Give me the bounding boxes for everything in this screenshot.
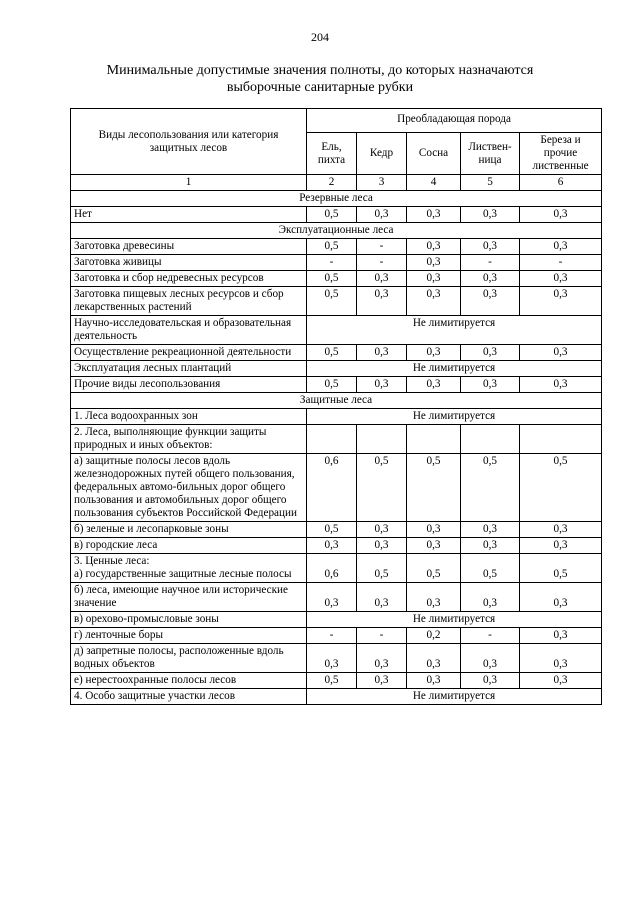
row-label-heading: 3. Ценные леса:: [74, 555, 150, 567]
empty-cell: [307, 425, 357, 454]
section-protective: Защитные леса: [71, 393, 602, 409]
header-larch: Листвен-ница: [461, 133, 520, 175]
row-label: Научно-исследовательская и образовательная деятельность: [71, 316, 307, 345]
value-cell: 0,3: [520, 345, 602, 361]
value-cell: 0,3: [357, 644, 407, 673]
polnota-table: [70, 108, 602, 705]
value-cell: 0,5: [520, 454, 602, 522]
row-label: г) ленточные боры: [71, 628, 307, 644]
value-cell: 0,3: [407, 377, 461, 393]
value-cell: 0,5: [307, 271, 357, 287]
table-title: [60, 62, 580, 96]
table-row: [71, 522, 602, 538]
row-label: Осуществление рекреационной деятельности: [71, 345, 307, 361]
table-row: [71, 409, 602, 425]
value-cell: -: [357, 239, 407, 255]
value-cell: 0,3: [520, 522, 602, 538]
row-label: Заготовка и сбор недревесных ресурсов: [71, 271, 307, 287]
col-number: 6: [520, 175, 602, 191]
value-cell: 0,3: [407, 207, 461, 223]
value-cell: 0,3: [520, 287, 602, 316]
value-cell: 0,3: [407, 538, 461, 554]
table-row: [71, 612, 602, 628]
empty-cell: [407, 425, 461, 454]
section-reserve: Резервные леса: [71, 191, 602, 207]
col-number: 4: [407, 175, 461, 191]
value-cell: 0,3: [520, 377, 602, 393]
header-activity: Виды лесопользования или категория защитных лесов: [71, 109, 307, 175]
value-cell: 0,5: [357, 554, 407, 583]
table-row: [71, 628, 602, 644]
value-cell: 0,5: [307, 287, 357, 316]
value-cell: 0,5: [307, 345, 357, 361]
table-row: [71, 689, 602, 705]
value-cell: 0,3: [357, 377, 407, 393]
value-cell: 0,5: [357, 454, 407, 522]
value-cell: 0,3: [520, 207, 602, 223]
section-row: [71, 393, 602, 409]
value-cell: -: [461, 628, 520, 644]
table-row: [71, 239, 602, 255]
value-cell: 0,3: [461, 522, 520, 538]
header-species-group: Преобладающая порода: [307, 109, 602, 133]
value-cell: 0,3: [407, 345, 461, 361]
value-cell: 0,5: [407, 554, 461, 583]
value-cell: 0,5: [307, 239, 357, 255]
value-cell: 0,3: [461, 287, 520, 316]
table-row: [71, 207, 602, 223]
table-row: [71, 554, 602, 583]
row-label: Заготовка живицы: [71, 255, 307, 271]
value-cell: 0,5: [307, 377, 357, 393]
row-label: б) леса, имеющие научное или исторические значение: [71, 583, 307, 612]
no-limit-cell: Не лимитируется: [307, 612, 602, 628]
value-cell: 0,3: [461, 239, 520, 255]
page-number: 204: [311, 30, 329, 44]
no-limit-cell: Не лимитируется: [307, 316, 602, 345]
value-cell: -: [520, 255, 602, 271]
value-cell: 0,3: [520, 239, 602, 255]
table-row: [71, 425, 602, 454]
empty-cell: [357, 425, 407, 454]
value-cell: 0,3: [407, 583, 461, 612]
table-row: [71, 271, 602, 287]
col-number: 1: [71, 175, 307, 191]
table-row: [71, 538, 602, 554]
row-label: е) нерестоохранные полосы лесов: [71, 673, 307, 689]
header-row-1: [71, 109, 602, 133]
table-row: [71, 361, 602, 377]
value-cell: 0,3: [407, 522, 461, 538]
row-label: б) зеленые и лесопарковые зоны: [71, 522, 307, 538]
value-cell: 0,5: [407, 454, 461, 522]
row-label-text: а) государственные защитные лесные полосы: [74, 568, 292, 580]
header-cedar: Кедр: [357, 133, 407, 175]
value-cell: 0,3: [357, 287, 407, 316]
table-row: [71, 673, 602, 689]
header-pine: Сосна: [407, 133, 461, 175]
table-row: [71, 644, 602, 673]
table-row: [71, 287, 602, 316]
row-label: 1. Леса водоохранных зон: [71, 409, 307, 425]
row-label: 2. Леса, выполняющие функции защиты природных и иных объектов:: [71, 425, 307, 454]
row-label: д) запретные полосы, расположенные вдоль водных объектов: [71, 644, 307, 673]
table-row: [71, 255, 602, 271]
title-line-2: выборочные санитарные рубки: [226, 80, 414, 95]
value-cell: 0,3: [461, 207, 520, 223]
value-cell: 0,2: [407, 628, 461, 644]
value-cell: 0,3: [520, 673, 602, 689]
value-cell: 0,5: [307, 522, 357, 538]
value-cell: 0,6: [307, 454, 357, 522]
value-cell: 0,3: [461, 644, 520, 673]
value-cell: -: [357, 628, 407, 644]
value-cell: -: [307, 628, 357, 644]
value-cell: 0,3: [461, 538, 520, 554]
value-cell: -: [307, 255, 357, 271]
value-cell: 0,3: [357, 583, 407, 612]
value-cell: 0,3: [407, 239, 461, 255]
row-label: Прочие виды лесопользования: [71, 377, 307, 393]
value-cell: 0,3: [520, 628, 602, 644]
value-cell: 0,3: [407, 287, 461, 316]
value-cell: 0,3: [461, 271, 520, 287]
no-limit-cell: Не лимитируется: [307, 409, 602, 425]
row-label: Нет: [71, 207, 307, 223]
value-cell: 0,5: [307, 673, 357, 689]
section-row: [71, 223, 602, 239]
row-label: а) защитные полосы лесов вдоль железнодорожных путей общего пользования, федеральных автомо-бильных дорог общего пользования и автомобильных дорог общего пользования субъектов Российской Федерации: [71, 454, 307, 522]
value-cell: 0,3: [357, 538, 407, 554]
section-row: [71, 191, 602, 207]
value-cell: 0,3: [461, 377, 520, 393]
title-line-1: Минимальные допустимые значения полноты, до которых назначаются: [106, 63, 534, 78]
table-row: [71, 454, 602, 522]
value-cell: 0,3: [520, 583, 602, 612]
col-number: 5: [461, 175, 520, 191]
value-cell: 0,3: [407, 271, 461, 287]
row-label: Заготовка древесины: [71, 239, 307, 255]
value-cell: 0,3: [461, 345, 520, 361]
value-cell: 0,5: [461, 454, 520, 522]
value-cell: 0,3: [407, 255, 461, 271]
header-birch: Береза и прочие лиственные: [520, 133, 602, 175]
no-limit-cell: Не лимитируется: [307, 689, 602, 705]
value-cell: -: [461, 255, 520, 271]
value-cell: 0,3: [307, 644, 357, 673]
row-label: в) городские леса: [71, 538, 307, 554]
value-cell: -: [357, 255, 407, 271]
value-cell: 0,6: [307, 554, 357, 583]
header-spruce: Ель, пихта: [307, 133, 357, 175]
value-cell: 0,3: [357, 673, 407, 689]
table-row: [71, 345, 602, 361]
no-limit-cell: Не лимитируется: [307, 361, 602, 377]
value-cell: 0,3: [357, 271, 407, 287]
row-label: Эксплуатация лесных плантаций: [71, 361, 307, 377]
value-cell: 0,3: [461, 583, 520, 612]
col-number: 2: [307, 175, 357, 191]
row-label: [71, 554, 307, 583]
value-cell: 0,5: [520, 554, 602, 583]
value-cell: 0,5: [461, 554, 520, 583]
value-cell: 0,3: [520, 538, 602, 554]
table-row: [71, 583, 602, 612]
header-numbers-row: [71, 175, 602, 191]
value-cell: 0,3: [407, 644, 461, 673]
value-cell: 0,3: [407, 673, 461, 689]
row-label: 4. Особо защитные участки лесов: [71, 689, 307, 705]
section-exploitation: Эксплуатационные леса: [71, 223, 602, 239]
value-cell: 0,5: [307, 207, 357, 223]
value-cell: 0,3: [357, 522, 407, 538]
value-cell: 0,3: [307, 538, 357, 554]
empty-cell: [520, 425, 602, 454]
value-cell: 0,3: [357, 207, 407, 223]
row-label: Заготовка пищевых лесных ресурсов и сбор лекарственных растений: [71, 287, 307, 316]
value-cell: 0,3: [461, 673, 520, 689]
table-row: [71, 316, 602, 345]
col-number: 3: [357, 175, 407, 191]
value-cell: 0,3: [307, 583, 357, 612]
table-row: [71, 377, 602, 393]
empty-cell: [461, 425, 520, 454]
value-cell: 0,3: [520, 644, 602, 673]
value-cell: 0,3: [520, 271, 602, 287]
row-label: в) орехово-промысловые зоны: [71, 612, 307, 628]
value-cell: 0,3: [357, 345, 407, 361]
